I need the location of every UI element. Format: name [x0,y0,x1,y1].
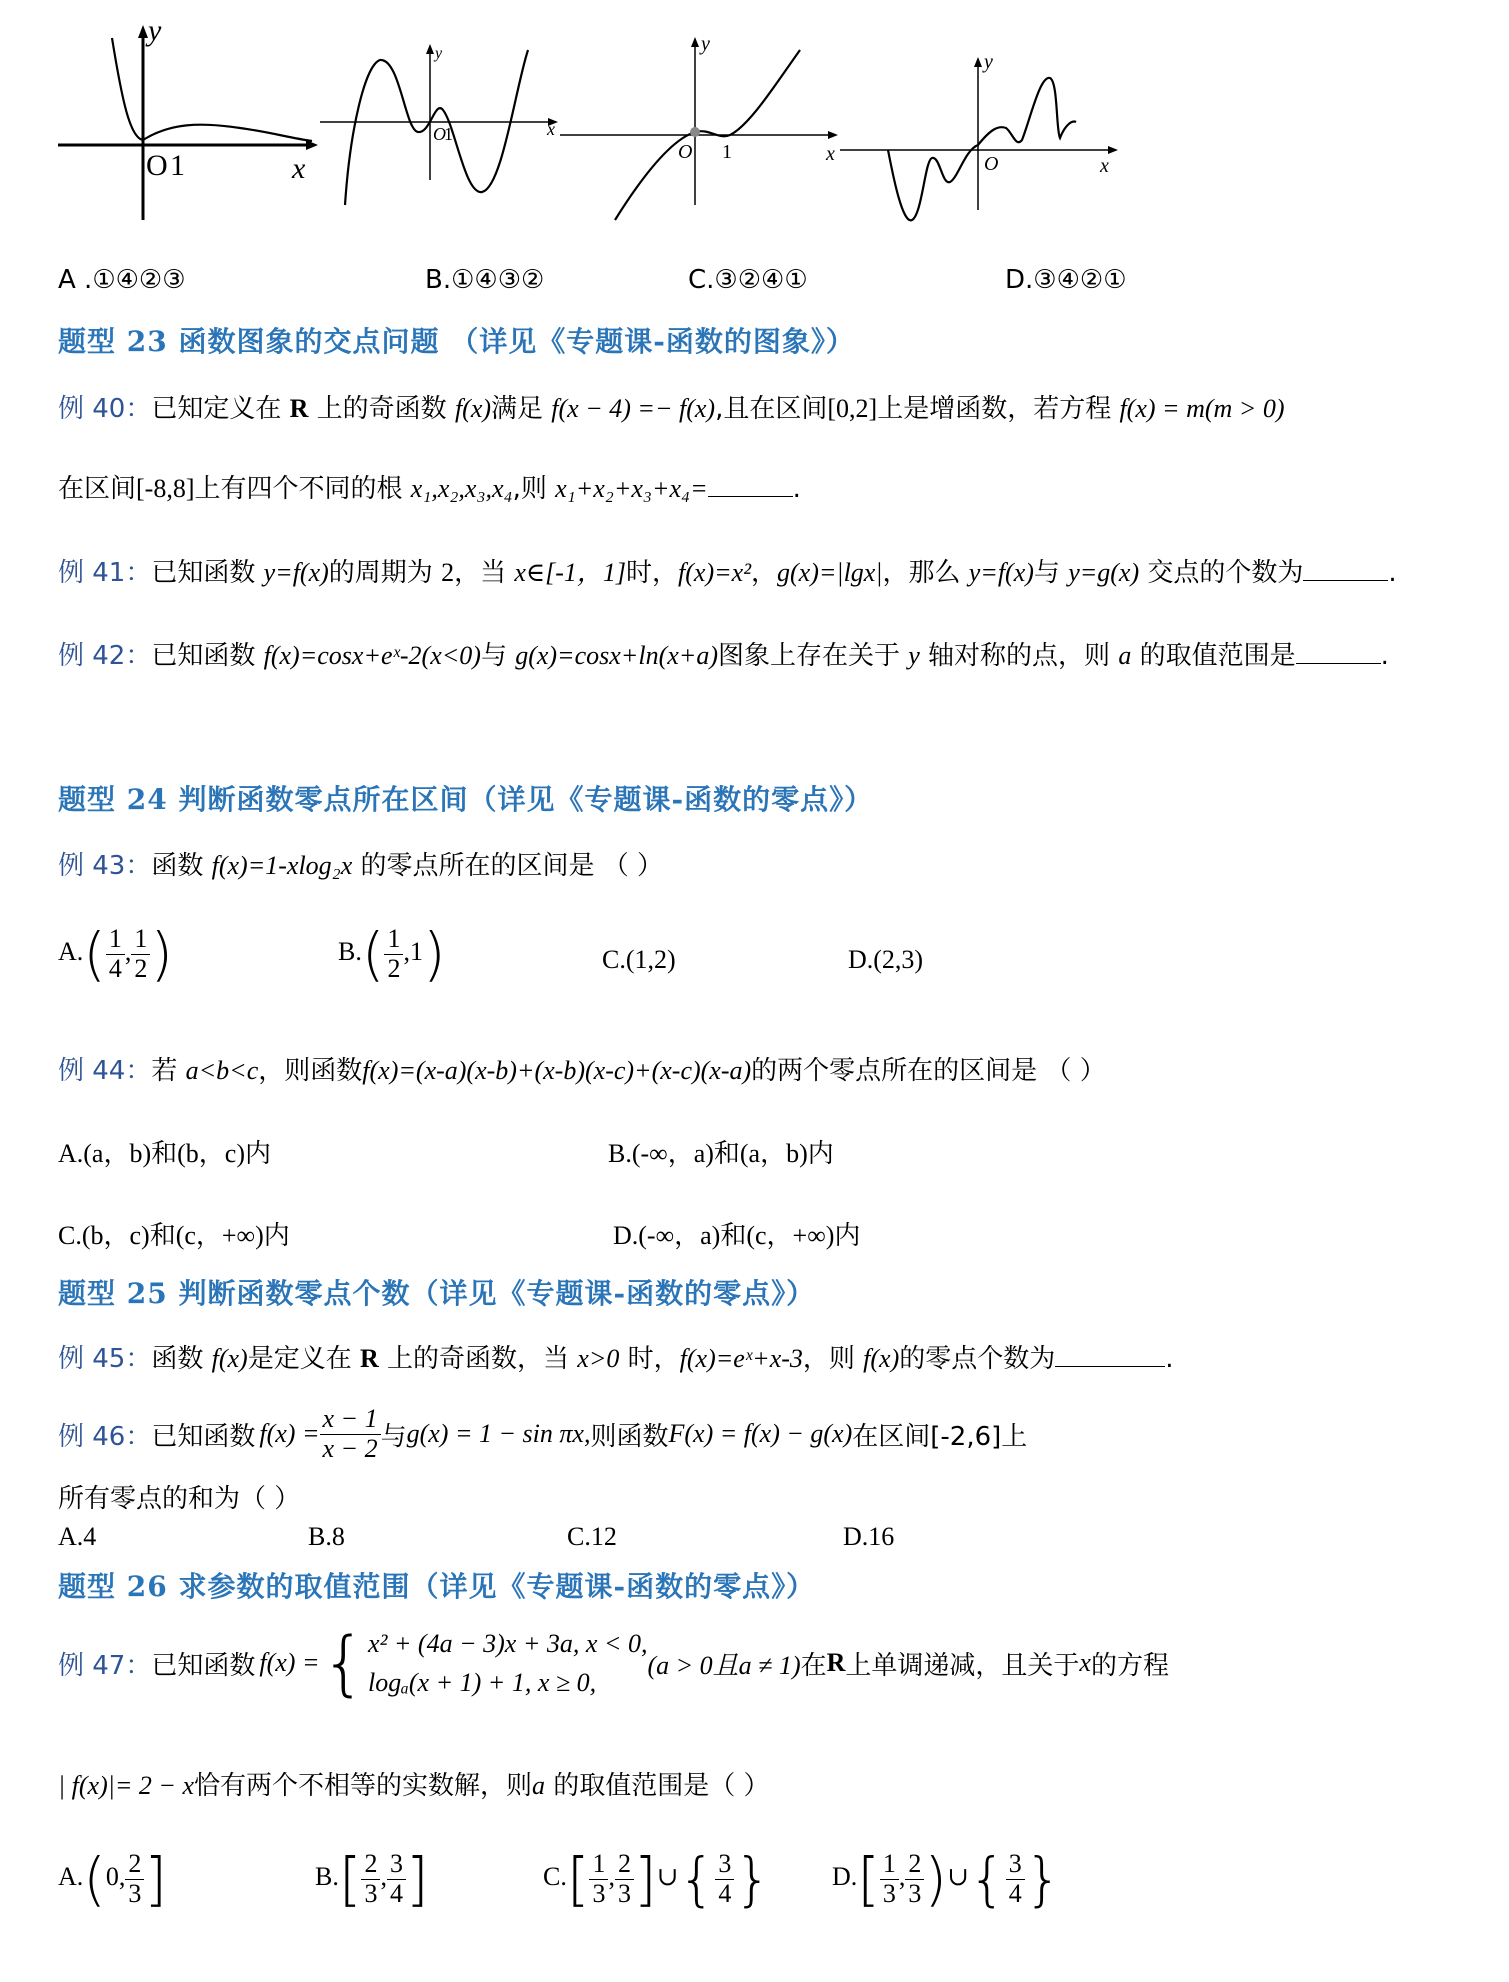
answer-blank[interactable] [1296,663,1381,664]
example-44: 例 44：若 a<b<c，则函数f(x)=(x-a)(x-b)+(x-b)(x-c)+(x-c)(x-a)的两个零点所在的区间是 （ ） [58,1056,1106,1086]
example-45-label: 例 45： [58,1344,152,1374]
example-42: 例 42：已知函数 f(x)=cosx+eˣ-2(x<0)与 g(x)=cosx+ln(x+a)图象上存在关于 y 轴对称的点，则 a 的取值范围是 . [58,641,1389,671]
example-44-label: 例 44： [58,1056,152,1086]
ex43-option-a[interactable]: A.( $\frac{1}{4}$ , $\frac{1}{2}$ ) [58,920,174,988]
example-45: 例 45：函数 f(x)是定义在 R 上的奇函数，当 x>0 时，f(x)=eˣ+x-3，则 f(x)的零点个数为 . [58,1344,1174,1374]
prev-option-c[interactable]: C.③②④① [688,265,808,295]
g3-one-label: 1 [722,141,732,163]
example-46-label: 例 46： [58,1421,152,1452]
g1-x-label: x [292,152,306,185]
graph-4 [840,57,1118,220]
ex47-option-a[interactable]: A.(0, $\frac{2}{3}$ ] [58,1845,168,1913]
g2-origin-label: O [433,124,446,144]
ex43-option-d[interactable]: D.(2,3) [848,945,924,974]
g4-y-label: y [984,51,993,73]
g4-x-label: x [1100,155,1109,177]
g2-x-label: x [547,119,555,139]
example-40-label: 例 40： [58,394,152,424]
ex43-option-b[interactable]: B.( $\frac{1}{2}$ ,1) [338,920,446,988]
g1-y-label: y [148,14,162,47]
example-46: 例 46： 已知函数 f(x) = $\frac{x - 1}{x - 2}$ 与 g(x) = 1 − sin πx, 则函数 F(x) = f(x) − g(x) 在区间[-2,6]上 [58,1404,1028,1463]
example-47-label: 例 47： [58,1650,152,1681]
function-graphs [50,10,1130,235]
answer-blank[interactable] [1303,580,1388,581]
section-25-title: 题型 25 判断函数零点个数（详见《专题课-函数的零点》） [58,1277,816,1310]
g2-y-label: y [435,45,443,62]
g3-x-label: x [826,143,835,165]
g1-origin-label: O [146,149,168,182]
g3-y-label: y [701,33,710,55]
ex44-option-d[interactable]: D.(-∞，a)和(c，+∞)内 [613,1221,861,1250]
prev-option-b[interactable]: B.①④③② [425,265,545,295]
ex47-option-b[interactable]: B.[ $\frac{2}{3}$ , $\frac{3}{4}$ ] [315,1845,429,1913]
example-42-label: 例 42： [58,641,152,671]
example-46-line2: 所有零点的和为（ ） [58,1484,301,1514]
ex47-option-d[interactable]: D.[ $\frac{1}{3}$ , $\frac{2}{3}$ )∪{ $\frac{3}{4}$ } [832,1845,1062,1913]
example-43-label: 例 43： [58,851,152,881]
example-47: 例 47： 已知函数 f(x) = { x² + (4a − 3)x + 3a, x < 0, logₐ(x + 1) + 1, x ≥ 0, (a > 0且a ≠ 1) 在 R 上单调递减，且关于 x 的方程 [58,1622,1169,1704]
ex43-option-c[interactable]: C.(1,2) [602,945,676,974]
prev-option-d: D.③④②① [1005,265,1127,295]
g2-one-label: 1 [444,124,453,144]
section-26-title: 题型 26 求参数的取值范围（详见《专题课-函数的零点》） [58,1570,816,1603]
answer-blank[interactable] [708,496,793,497]
example-41-label: 例 41： [58,558,152,588]
section-23-title: 题型 23 函数图象的交点问题 （详见《专题课-函数的图象》） [58,325,855,358]
example-41: 例 41：已知函数 y=f(x)的周期为 2，当 x∈[-1，1]时，f(x)=x²，g(x)=|lgx|，那么 y=f(x)与 y=g(x) 交点的个数为 . [58,558,1397,588]
example-40-line2: 在区间[-8,8]上有四个不同的根 x₁,x₂,x₃,x₄,则 x₁+x₂+x₃+x₄= . [58,474,801,504]
ex44-option-b[interactable]: B.(-∞，a)和(a，b)内 [608,1139,834,1168]
example-40-line1: 例 40：已知定义在 R 上的奇函数 f(x)满足 f(x − 4) =− f(x),且在区间[0,2]上是增函数，若方程 f(x) = m(m > 0) [58,394,1285,424]
ex46-option-a[interactable]: A.4 [58,1522,97,1551]
section-24-title: 题型 24 判断函数零点所在区间（详见《专题课-函数的零点》） [58,783,874,816]
graph-1 [58,25,318,220]
g4-origin-label: O [984,153,999,175]
ex46-option-d[interactable]: D.16 [843,1522,895,1551]
ex44-option-a[interactable]: A.(a，b)和(b，c)内 [58,1139,271,1168]
example-43: 例 43：函数 f(x)=1-xlog₂x 的零点所在的区间是 （ ） [58,851,664,881]
prev-option-a[interactable]: A .①④②③ [58,265,186,295]
graph-3 [560,37,838,220]
answer-blank[interactable] [1055,1366,1165,1367]
ex47-option-c[interactable]: C.[ $\frac{1}{3}$ , $\frac{2}{3}$ ]∪{ $\frac{3}{4}$ } [543,1845,772,1913]
ex44-option-c[interactable]: C.(b，c)和(c，+∞)内 [58,1221,290,1250]
g1-one-label: 1 [170,149,185,182]
example-47-line2: | f(x)|= 2 − x恰有两个不相等的实数解，则a 的取值范围是（ ） [58,1771,770,1801]
ex46-option-b[interactable]: B.8 [308,1522,345,1551]
g3-origin-label: O [678,141,693,163]
ex46-option-c[interactable]: C.12 [567,1522,617,1551]
